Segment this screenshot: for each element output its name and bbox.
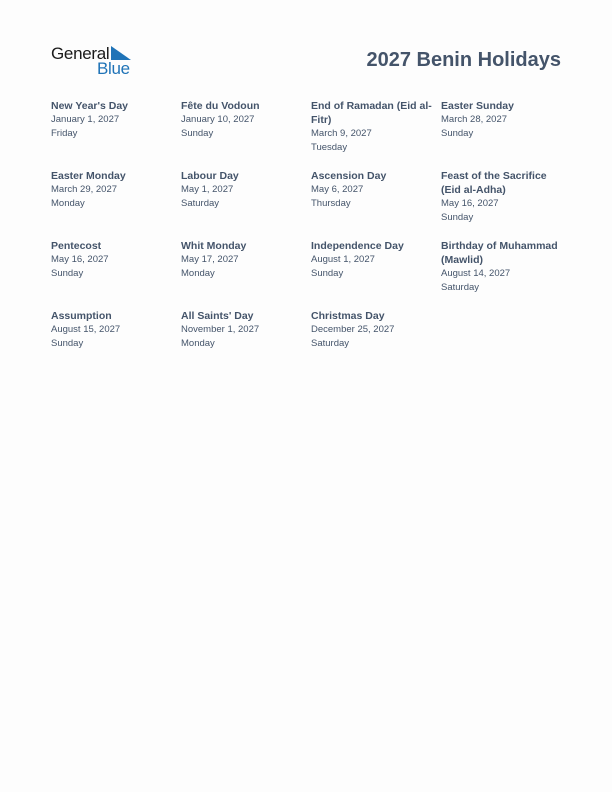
holiday-day: Saturday [311,338,350,349]
holiday-name: Birthday of Muhammad (Mawlid) [441,240,558,266]
holiday-grid [51,99,571,379]
holiday-day: Thursday [311,198,351,209]
holiday-day: Tuesday [311,142,348,153]
holiday-item [51,309,181,379]
logo-triangle-icon [111,46,131,60]
holiday-day: Sunday [181,128,214,139]
holiday-date: January 10, 2027 [181,114,255,125]
holiday-name: End of Ramadan (Eid al-Fitr) [311,100,432,126]
holiday-name: New Year's Day [51,100,129,112]
holiday-day: Friday [51,128,78,139]
holiday-day: Saturday [441,282,480,293]
holiday-name: Pentecost [51,240,102,252]
holiday-day: Monday [181,338,215,349]
holiday-day: Sunday [51,268,84,279]
holiday-day: Sunday [51,338,84,349]
holiday-item [51,169,181,239]
holiday-item [181,169,311,239]
holiday-name: Easter Monday [51,170,126,182]
holiday-item [441,169,571,239]
holiday-name: Ascension Day [311,170,387,182]
holiday-date: March 28, 2027 [441,114,508,125]
holiday-item [441,99,571,169]
holiday-date: March 29, 2027 [51,184,118,195]
holiday-name: Whit Monday [181,240,247,252]
holiday-date: May 16, 2027 [441,198,499,209]
holiday-day: Sunday [441,212,474,223]
holiday-item [311,169,441,239]
holiday-date: August 14, 2027 [441,268,511,279]
holiday-name: Feast of the Sacrifice (Eid al-Adha) [441,170,547,196]
holiday-day: Saturday [181,198,220,209]
logo-text-blue: Blue [97,59,130,78]
holiday-name: Easter Sunday [441,100,514,112]
holiday-day: Monday [51,198,85,209]
holiday-name: All Saints' Day [181,310,254,322]
holiday-item [441,239,571,309]
holiday-item [181,99,311,169]
holiday-item [311,99,441,169]
holiday-name: Assumption [51,310,112,322]
holiday-day: Monday [181,268,215,279]
logo [51,44,141,78]
holiday-item [51,239,181,309]
holiday-item [181,239,311,309]
holiday-day: Sunday [311,268,344,279]
holiday-item [51,99,181,169]
holiday-date: May 16, 2027 [51,254,109,265]
holiday-date: March 9, 2027 [311,128,372,139]
holiday-date: December 25, 2027 [311,324,395,335]
holiday-name: Christmas Day [311,310,385,322]
logo-text-general: General [51,44,110,63]
holiday-item [181,309,311,379]
holiday-name: Independence Day [311,240,404,252]
holiday-date: January 1, 2027 [51,114,120,125]
holiday-date: May 17, 2027 [181,254,239,265]
holiday-name: Fête du Vodoun [181,100,260,112]
holiday-date: May 1, 2027 [181,184,234,195]
holiday-date: May 6, 2027 [311,184,364,195]
page-title: 2027 Benin Holidays [366,49,561,71]
holiday-date: August 15, 2027 [51,324,121,335]
holiday-name: Labour Day [181,170,239,182]
holiday-date: August 1, 2027 [311,254,375,265]
holiday-item [311,309,441,379]
holiday-date: November 1, 2027 [181,324,260,335]
holiday-day: Sunday [441,128,474,139]
holiday-item [311,239,441,309]
